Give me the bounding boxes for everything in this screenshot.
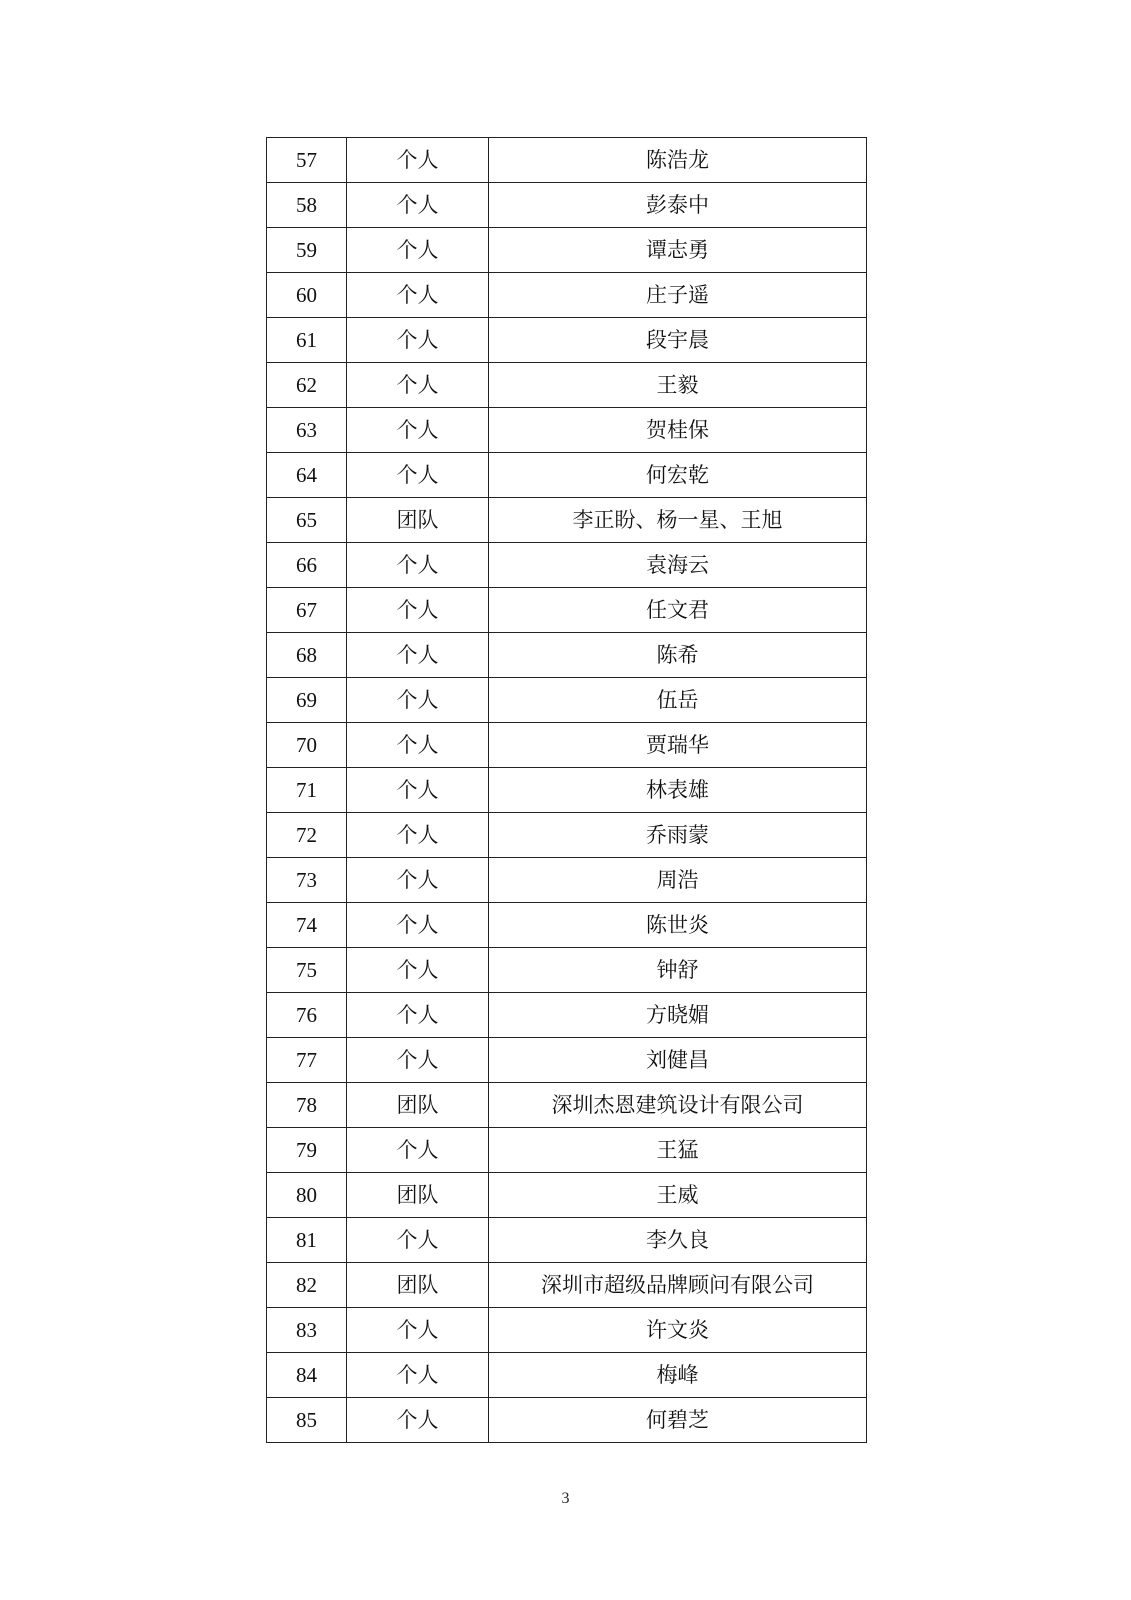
row-number: 85 xyxy=(267,1398,347,1443)
entry-type: 个人 xyxy=(347,813,489,858)
table-row xyxy=(267,318,867,363)
entry-type: 个人 xyxy=(347,993,489,1038)
entrant-name: 方晓媚 xyxy=(489,993,867,1038)
table-row xyxy=(267,228,867,273)
entry-type: 个人 xyxy=(347,858,489,903)
row-number: 83 xyxy=(267,1308,347,1353)
entry-type: 个人 xyxy=(347,1128,489,1173)
entrant-name: 段宇晨 xyxy=(489,318,867,363)
row-number: 63 xyxy=(267,408,347,453)
entry-type: 团队 xyxy=(347,1083,489,1128)
entry-type: 个人 xyxy=(347,273,489,318)
table-row xyxy=(267,1263,867,1308)
entrant-name: 何宏乾 xyxy=(489,453,867,498)
entrant-name: 何碧芝 xyxy=(489,1398,867,1443)
roster-table-body xyxy=(267,138,867,1443)
row-number: 72 xyxy=(267,813,347,858)
row-number: 70 xyxy=(267,723,347,768)
row-number: 59 xyxy=(267,228,347,273)
entry-type: 团队 xyxy=(347,1263,489,1308)
row-number: 80 xyxy=(267,1173,347,1218)
entry-type: 个人 xyxy=(347,363,489,408)
row-number: 58 xyxy=(267,183,347,228)
entrant-name: 王毅 xyxy=(489,363,867,408)
table-row xyxy=(267,678,867,723)
entrant-name: 周浩 xyxy=(489,858,867,903)
entry-type: 个人 xyxy=(347,723,489,768)
entrant-name: 林表雄 xyxy=(489,768,867,813)
table-row xyxy=(267,948,867,993)
row-number: 74 xyxy=(267,903,347,948)
row-number: 69 xyxy=(267,678,347,723)
table-row xyxy=(267,993,867,1038)
entrant-name: 贺桂保 xyxy=(489,408,867,453)
table-row xyxy=(267,183,867,228)
table-row xyxy=(267,723,867,768)
table-row xyxy=(267,1398,867,1443)
entry-type: 个人 xyxy=(347,903,489,948)
row-number: 57 xyxy=(267,138,347,183)
entrant-name: 贾瑞华 xyxy=(489,723,867,768)
entrant-name: 李正盼、杨一星、王旭 xyxy=(489,498,867,543)
table-row xyxy=(267,1038,867,1083)
entry-type: 个人 xyxy=(347,453,489,498)
entrant-name: 钟舒 xyxy=(489,948,867,993)
entry-type: 团队 xyxy=(347,1173,489,1218)
entrant-name: 梅峰 xyxy=(489,1353,867,1398)
entry-type: 个人 xyxy=(347,1353,489,1398)
table-row xyxy=(267,633,867,678)
row-number: 67 xyxy=(267,588,347,633)
table-row xyxy=(267,588,867,633)
row-number: 60 xyxy=(267,273,347,318)
entry-type: 个人 xyxy=(347,1218,489,1263)
entry-type: 个人 xyxy=(347,543,489,588)
table-row xyxy=(267,1308,867,1353)
table-row xyxy=(267,903,867,948)
entrant-name: 任文君 xyxy=(489,588,867,633)
table-row xyxy=(267,498,867,543)
entry-type: 个人 xyxy=(347,228,489,273)
entrant-name: 陈世炎 xyxy=(489,903,867,948)
entrant-name: 伍岳 xyxy=(489,678,867,723)
table-row xyxy=(267,543,867,588)
entry-type: 个人 xyxy=(347,408,489,453)
row-number: 78 xyxy=(267,1083,347,1128)
row-number: 71 xyxy=(267,768,347,813)
entry-type: 个人 xyxy=(347,1308,489,1353)
row-number: 82 xyxy=(267,1263,347,1308)
table-row xyxy=(267,768,867,813)
entrant-name: 陈希 xyxy=(489,633,867,678)
row-number: 84 xyxy=(267,1353,347,1398)
row-number: 75 xyxy=(267,948,347,993)
entrant-name: 许文炎 xyxy=(489,1308,867,1353)
entry-type: 个人 xyxy=(347,948,489,993)
table-row xyxy=(267,1353,867,1398)
table-row xyxy=(267,273,867,318)
roster-table xyxy=(266,137,867,1443)
entrant-name: 王猛 xyxy=(489,1128,867,1173)
entry-type: 个人 xyxy=(347,768,489,813)
row-number: 62 xyxy=(267,363,347,408)
entry-type: 个人 xyxy=(347,138,489,183)
entrant-name: 彭泰中 xyxy=(489,183,867,228)
entry-type: 个人 xyxy=(347,183,489,228)
row-number: 65 xyxy=(267,498,347,543)
table-row xyxy=(267,453,867,498)
table-row xyxy=(267,408,867,453)
table-row xyxy=(267,1173,867,1218)
entry-type: 个人 xyxy=(347,318,489,363)
entrant-name: 袁海云 xyxy=(489,543,867,588)
table-row xyxy=(267,138,867,183)
row-number: 68 xyxy=(267,633,347,678)
entrant-name: 陈浩龙 xyxy=(489,138,867,183)
entrant-name: 深圳杰恩建筑设计有限公司 xyxy=(489,1083,867,1128)
entrant-name: 王威 xyxy=(489,1173,867,1218)
entrant-name: 李久良 xyxy=(489,1218,867,1263)
entry-type: 个人 xyxy=(347,678,489,723)
entrant-name: 乔雨蒙 xyxy=(489,813,867,858)
table-row xyxy=(267,1083,867,1128)
entrant-name: 庄子遥 xyxy=(489,273,867,318)
table-row xyxy=(267,858,867,903)
table-row xyxy=(267,1128,867,1173)
table-row xyxy=(267,813,867,858)
row-number: 73 xyxy=(267,858,347,903)
row-number: 61 xyxy=(267,318,347,363)
entrant-name: 深圳市超级品牌顾问有限公司 xyxy=(489,1263,867,1308)
row-number: 64 xyxy=(267,453,347,498)
page-number: 3 xyxy=(561,1490,570,1507)
row-number: 76 xyxy=(267,993,347,1038)
entry-type: 个人 xyxy=(347,588,489,633)
table-row xyxy=(267,363,867,408)
entrant-name: 刘健昌 xyxy=(489,1038,867,1083)
entry-type: 个人 xyxy=(347,633,489,678)
row-number: 77 xyxy=(267,1038,347,1083)
row-number: 66 xyxy=(267,543,347,588)
row-number: 79 xyxy=(267,1128,347,1173)
entry-type: 个人 xyxy=(347,1038,489,1083)
row-number: 81 xyxy=(267,1218,347,1263)
entry-type: 团队 xyxy=(347,498,489,543)
entrant-name: 谭志勇 xyxy=(489,228,867,273)
table-row xyxy=(267,1218,867,1263)
entry-type: 个人 xyxy=(347,1398,489,1443)
